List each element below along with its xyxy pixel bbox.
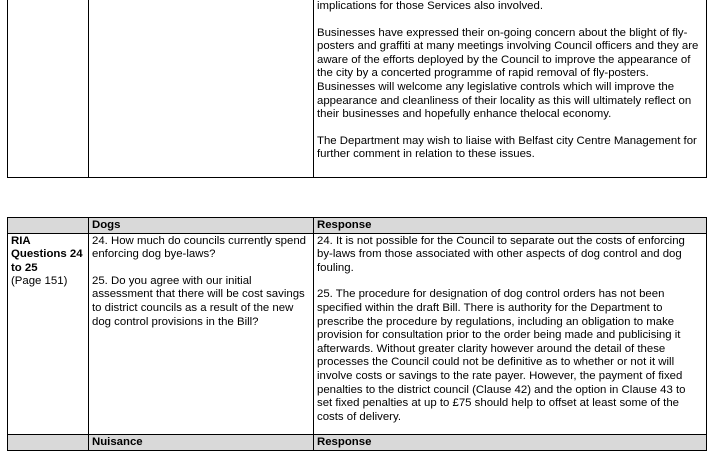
- reference-cell: [8, 233, 89, 434]
- question-cell: [89, 233, 314, 434]
- header-topic: Dogs: [89, 218, 314, 234]
- response-paragraph: 24. It is not possible for the Council to separate out the costs of enforcing by-laws from those associated with other aspects of dog control and dog fouling.: [317, 234, 685, 274]
- response-cell: [314, 233, 707, 434]
- nuisance-table: [7, 434, 707, 451]
- header-response: Response: [314, 435, 707, 451]
- reference-title: RIA Questions 24 to 25: [11, 234, 83, 274]
- table-row: [8, 0, 707, 178]
- dogs-table: [7, 217, 707, 435]
- empty-cell: [89, 0, 314, 178]
- header-response: Response: [314, 218, 707, 234]
- header-empty-cell: [8, 435, 89, 451]
- continuation-table: [7, 0, 707, 178]
- response-paragraph: implications for those Services also involved.: [317, 0, 544, 12]
- table-header-row: [8, 218, 707, 234]
- table-header-row: [8, 435, 707, 451]
- response-paragraph: The Department may wish to liaise with Belfast city Centre Management for further comment in relation to these issues.: [317, 134, 697, 161]
- response-paragraph: 25. The procedure for designation of dog control orders has not been specified within the draft Bill. There is authority for the Department to prescribe the procedure by regulations, including an obligation to make provision for consultation prior to the order being made and publicising it afterwards. Without greater clarity however around the detail of these processes the Council could not be definitive as to whether or not it will involve costs or savings to the rate payer. However, the payment of fixed penalties to the district council (Clause 42) and the option in Clause 43 to set fixed penalties at up to £75 should help to offset at least some of the costs of delivery.: [317, 288, 686, 423]
- header-topic: Nuisance: [89, 435, 314, 451]
- empty-cell: [8, 0, 89, 178]
- table-row: [8, 233, 707, 434]
- header-empty-cell: [8, 218, 89, 234]
- response-paragraph: Businesses have expressed their on-going concern about the blight of fly-posters and graffiti at many meetings involving Council officers and they are aware of the efforts deployed by the Council to improve the appearance of the city by a concerted programme of rapid removal of fly-posters. Businesses will welcome any legislative controls which will improve the appearance and cleanliness of their locality as this will ultimately reflect on their businesses and hopefully enhance thelocal economy.: [317, 26, 699, 121]
- response-cell: [314, 0, 707, 178]
- question-text: 24. How much do councils currently spend enforcing dog bye-laws?: [92, 234, 306, 261]
- reference-page: (Page 151): [11, 275, 68, 288]
- question-text: 25. Do you agree with our initial assessment that there will be cost savings to district councils as a result of the new dog control provisions in the Bill?: [92, 274, 305, 328]
